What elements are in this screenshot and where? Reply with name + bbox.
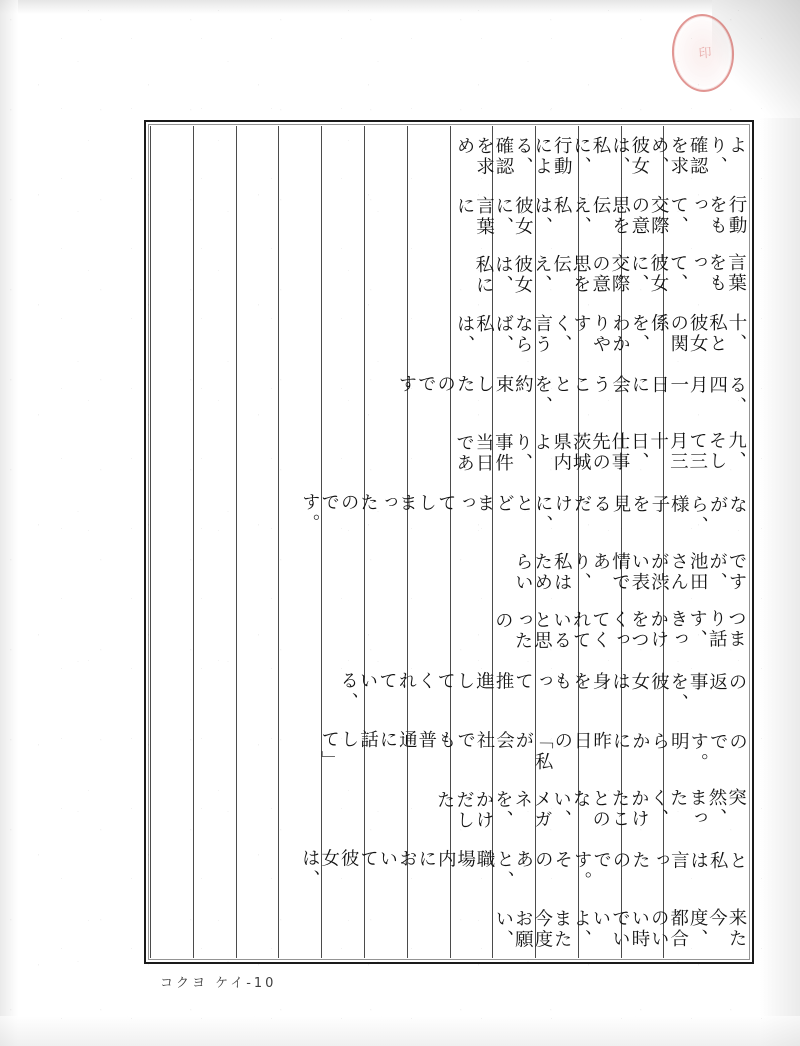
text-column: のです。明らかに昨日の「私が会社でも普通に話して」 [318, 729, 748, 775]
text-column: る、四月一日に会うことを、約束したのです [395, 373, 748, 418]
text-column: ながら、様子を見るだけに、とどまってしまったのです。 [299, 491, 748, 537]
scan-edge-shadow-top [0, 0, 800, 14]
red-ink-seal-stamp [669, 12, 736, 94]
scan-edge-shadow-right [760, 0, 800, 1046]
text-column: 突然、まったく、かけたことのない、メガネを、かけだした [434, 787, 747, 831]
text-column: ですが、池田さんが渋い表情であり、私はためらい [512, 551, 748, 594]
text-column: より、確認を求め、彼女は、私に、行動による、確認を求め [454, 135, 748, 178]
seal-text: 印 [695, 45, 711, 61]
manuscript-paper-frame [144, 120, 754, 964]
text-column: 九、そして三月三十日、仕事先の茨城県内より、事件当日であ [453, 430, 747, 474]
text-column: つまり話す、きっかけをつくってくれていると思ったの [492, 608, 747, 652]
text-column: 十、私と彼女の関係を、わかりやすく、言うならば、私は、 [454, 313, 748, 356]
text-column: と私は言ったのです。そのあと、職場内において彼女は、 [299, 848, 748, 893]
paper-brand-imprint: コクヨ ケイ-10 [160, 976, 277, 991]
scan-edge-shadow-bottom [0, 1016, 800, 1046]
handwritten-text-columns [150, 126, 748, 958]
scan-edge-shadow-left [0, 0, 18, 1046]
text-column: の返事を、彼女は身をもって推進してくれている、 [337, 670, 748, 715]
text-column: 行動をもって、交際の意思を伝え、私は、彼女に、言葉に [454, 194, 748, 237]
text-column: 言葉をもって、彼女に、交際の意思を伝え、彼女は、私に [472, 252, 747, 296]
text-column: 来た今度、都合のいい時でいいよ、また今度お願い、 [492, 907, 748, 950]
